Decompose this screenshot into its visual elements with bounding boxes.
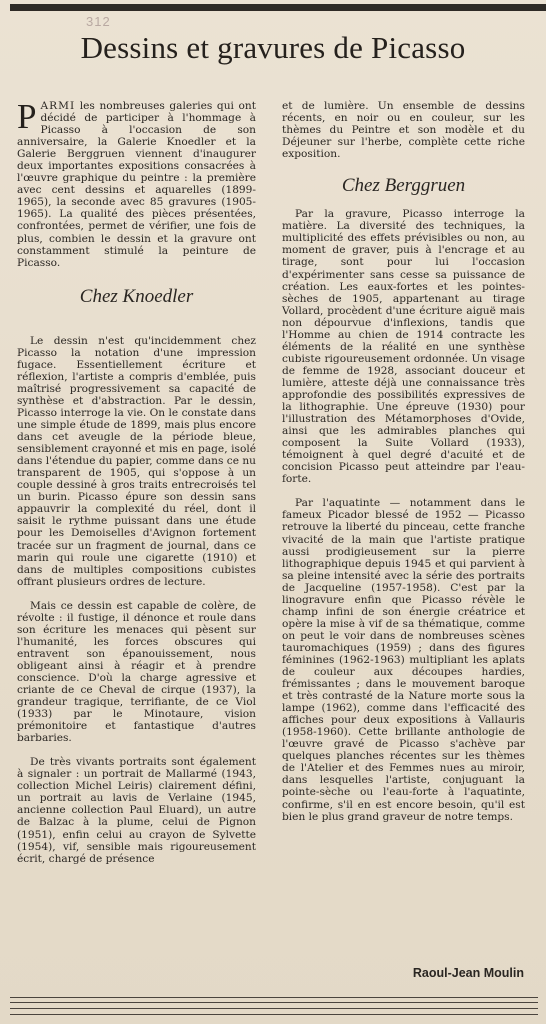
subhead-knoedler: Chez Knoedler xyxy=(79,285,194,307)
top-rule xyxy=(10,4,546,11)
knoedler-paragraph-2: Mais ce dessin est capable de colère, de révolte : il fustige, il dénonce et roule dans son écriture les menaces qui pèsent sur l'humanité, les forces obscures qui entravent son épanouissement, nous obligeant ainsi à réagir et à prendre conscience. D'où la charge agressive et criante de ce Cheval de cirque (1937), la grandeur tragique, terrifiante, de ce Viol (1933) par le Minotaure, vision prémonitoire et fantastique d'autres barbaries. xyxy=(17,599,256,745)
left-column xyxy=(17,97,257,865)
bottom-rule xyxy=(10,1014,538,1015)
knoedler-paragraph-1: Le dessin n'est qu'incidemment chez Picasso la notation d'une impression fugace. Essentiellement écriture et réflexion, l'artiste a compris d'emblée, puis maîtrisé progressivement sa capacité de synthèse et d'abstraction. Par le dessin, Picasso interroge la vie. On le constate dans une simple étude de 1899, mais plus encore dans cet aveugle de la période bleue, sensiblement crayonné et mis en page, isolé dans l'étendue du papier, comme dans ce nu transparent de 1905, qui s'oppose à un couple dessiné à gros traits entrecroisés tel un burin. Picasso épure son dessin sans appauvrir la complexité du réel, dont il saisit le rythme puissant dans une étude pour les Demoiselles d'Avignon fortement tracée sur un fragment de journal, dans ce marin qui roule une cigarette (1910) et dans de multiples compositions cubistes offrant plusieurs ordres de lecture. xyxy=(17,334,257,588)
intro-lead: ARMI xyxy=(40,100,76,112)
right-column xyxy=(282,100,525,823)
bottom-rule xyxy=(10,1002,538,1003)
subhead-berggruen: Chez Berggruen xyxy=(341,175,466,197)
article-headline: Dessins et gravures de Picasso xyxy=(80,30,466,65)
bottom-rule xyxy=(10,1008,538,1009)
bottom-rule xyxy=(10,997,538,998)
berggruen-paragraph-1: Par la gravure, Picasso interroge la matière. La diversité des techniques, la multiplicité des effets prévisibles ou non, au moment de graver, puis à l'encrage et au tirage, sont pour lui l'occasion d'expérimenter sans cesse sa puissance de création. Les eaux-fortes et les pointes-sèches de 1905, appartenant au tirage Vollard, procèdent d'une écriture aiguë mais non dépourvue d'inflexions, tandis que l'Homme au chien de 1914 contracte les éléments de la réalité en une synthèse cubiste rigoureusement ordonnée. Un visage de femme de 1928, associant douceur et lumière, atteste déjà une connaissance très approfondie des possibilités expressives de la lithographie. Une épreuve (1930) pour l'illustration des Métamorphoses d'Ovide, ainsi que les admirables planches qui composent la Suite Vollard (1933), témoignent à quel degré d'acuité et de concision Picasso peut atteindre par l'eau-forte. xyxy=(282,208,525,486)
berggruen-paragraph-2: Par l'aquatinte — notamment dans le fameux Picador blessé de 1952 — Picasso retrouve la liberté du pinceau, cette franche vivacité de la main que l'artiste pratique aussi prodigieusement sur la pierre lithographique depuis 1945 et qui parvient à sa pleine intensité avec la série des portraits de Jacqueline (1957-1958). C'est par la linogravure enfin que Picasso révèle le champ infini de son énergie créatrice et opère la mise à vif de sa thématique, comme on peut le voir dans de nombreuses scènes tauromachiques (1959) ; dans des figures féminines (1962-1963) multipliant les aplats de couleur aux découpes hardies, frémissantes ; dans le mouvement baroque et très contrasté de la Nature morte sous la lampe (1962), comme dans l'efficacité des affiches pour deux expositions à Vallauris (1958-1960). Cette brillante anthologie de l'œuvre gravé de Picasso s'achève par quelques planches récentes sur les thèmes de l'Atelier et des Femmes nues au miroir, dans lesquelles l'artiste, conjuguant la pointe-sèche ou l'eau-forte à l'aquatinte, confirme, s'il en est encore besoin, qu'il est bien le plus grand graveur de notre temps. xyxy=(282,497,525,823)
knoedler-continuation: et de lumière. Un ensemble de dessins récents, en noir ou en couleur, sur les thèmes du Peintre et son modèle et du Déjeuner sur l'herbe, complète cette riche exposition. xyxy=(282,100,525,161)
author-signature: Raoul-Jean Moulin xyxy=(412,966,524,980)
intro-text: les nombreuses galeries qui ont décidé de participer à l'hommage à Picasso à l'occasion de son anniversaire, la Galerie Knoedler et la Galerie Berggruen viennent d'inaugurer deux importantes expositions consacrées à l'œuvre graphique du peintre : la première avec cent dessins et aquarelles (1899-1965), la seconde avec 85 gravures (1905-1965). La qualité des pièces présentées, confrontées, permet de vérifier, une fois de plus, combien le dessin et la gravure ont constamment stimulé la peinture de Picasso. xyxy=(17,100,256,269)
knoedler-paragraph-3: De très vivants portraits sont également à signaler : un portrait de Mallarmé (1943, collection Michel Leiris) clairement défini, un portrait au lavis de Verlaine (1945, ancienne collection Paul Eluard), un autre de Balzac à la plume, celui de Pignon (1951), enfin celui au crayon de Sylvette (1954), vif, sensible mais rigoureusement écrit, chargé de présence xyxy=(17,756,256,865)
pencil-annotation: 312 xyxy=(86,14,111,29)
intro-paragraph xyxy=(17,97,256,269)
drop-cap: P xyxy=(17,97,37,136)
